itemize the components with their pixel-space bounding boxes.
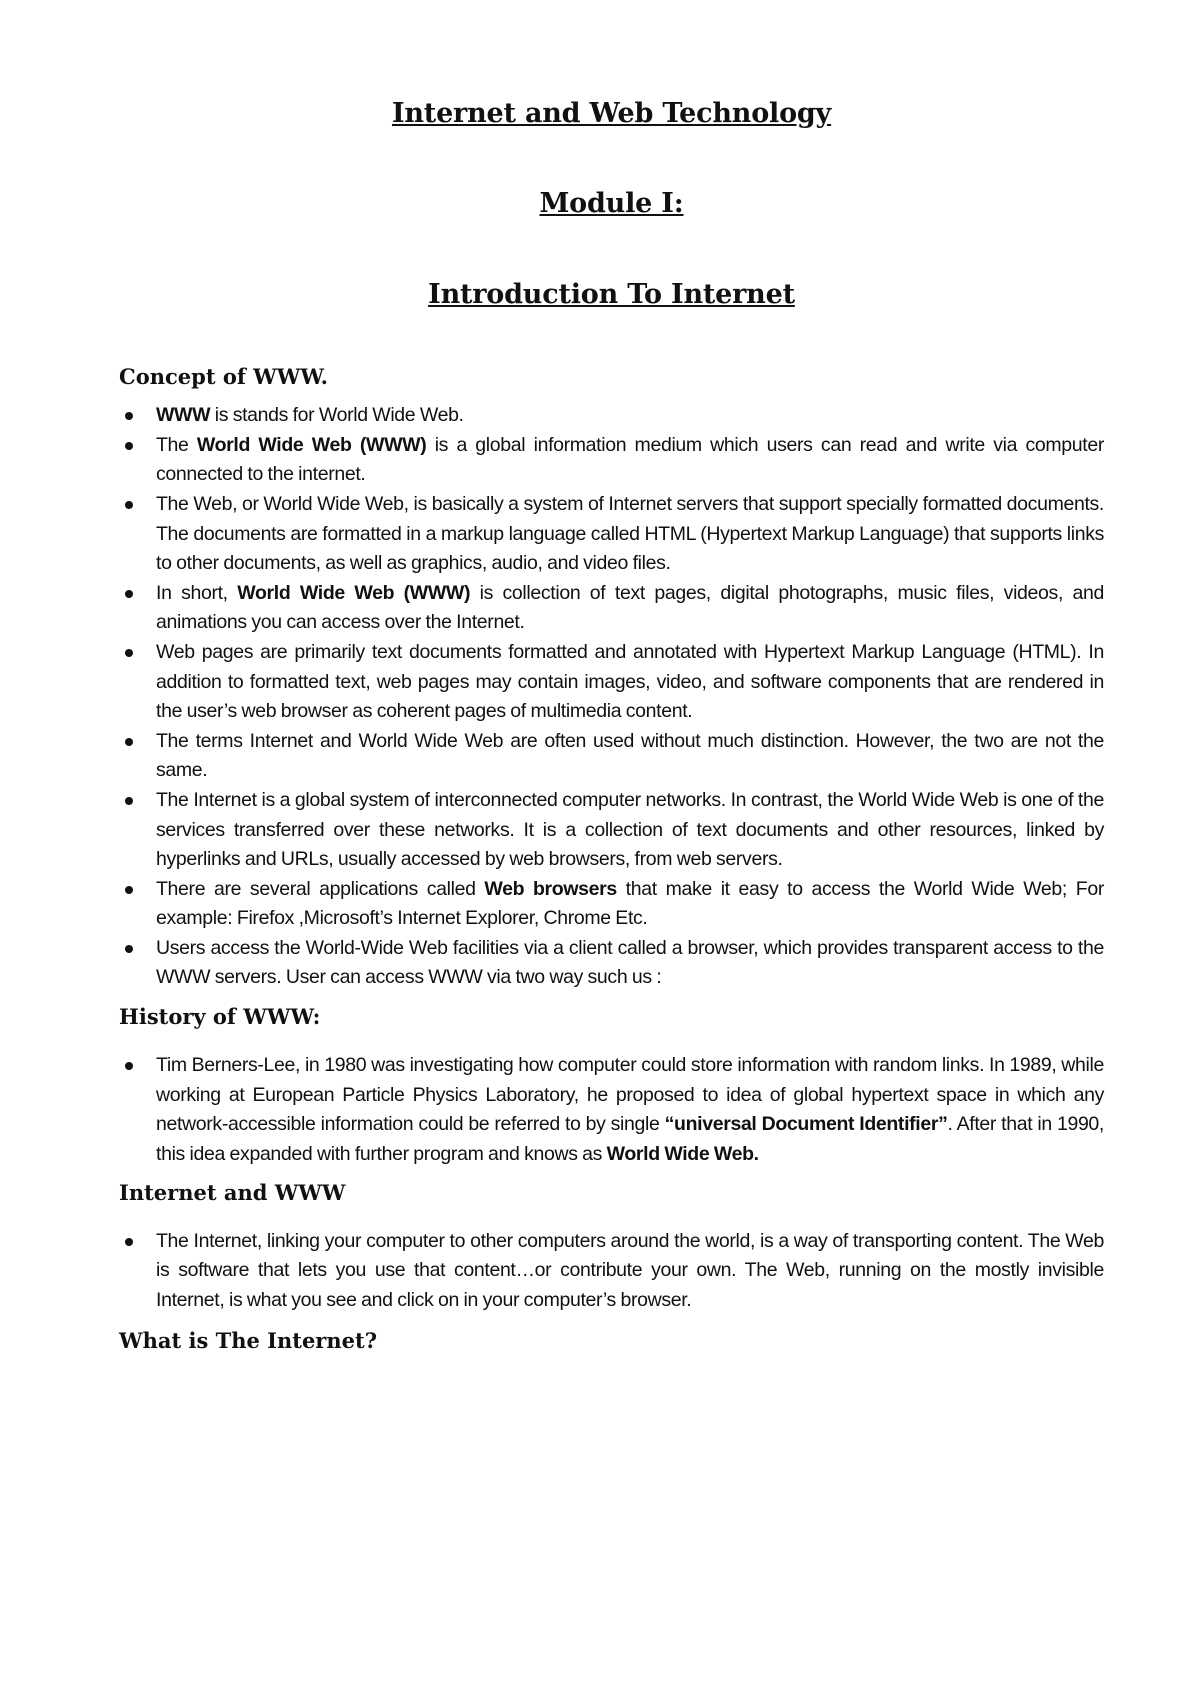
list-item: [119, 727, 1104, 786]
list-item: [119, 401, 1104, 431]
document-title: Internet and Web Technology: [391, 98, 832, 129]
list-item: [119, 875, 1104, 934]
chapter-title: Introduction To Internet: [428, 279, 795, 310]
bullet-list-concept: [119, 401, 1104, 993]
body-text: that make it easy to access the World Wide Web; For example: Firefox ,Microsoft’s Internet Explorer, Chrome Etc.: [156, 877, 1104, 930]
body-text: Users access the World-Wide Web facilities via a client called a browser, which provides transparent access to the WWW servers. User can access WWW via two way such us :: [156, 936, 1104, 989]
bullet-list-history: [119, 1051, 1104, 1169]
bold-text: World Wide Web.: [606, 1143, 759, 1166]
body-text: The Internet is a global system of interconnected computer networks. In contrast, the World Wide Web is one of the services transferred over these networks. It is a collection of text documents and other resources, linked by hyperlinks and URLs, usually accessed by web browsers, from web servers.: [156, 788, 1104, 871]
body-text: is a global information medium which users can read and write via computer connected to the internet.: [156, 433, 1104, 486]
body-text: There are several applications called: [156, 877, 485, 900]
section-heading-history: History of WWW:: [119, 1004, 321, 1030]
bold-text: World Wide Web (WWW): [196, 433, 427, 456]
bold-text: “universal Document Identifier”: [664, 1113, 948, 1136]
section-heading-what-is-internet: What is The Internet?: [119, 1327, 377, 1353]
list-item: [119, 638, 1104, 727]
body-text: . After that in 1990, this idea expanded with further program and knows as: [156, 1113, 1104, 1166]
body-text: In short,: [156, 581, 238, 604]
bullet-list-internet-www: [119, 1227, 1104, 1316]
body-text: Web pages are primarily text documents formatted and annotated with Hypertext Markup Language (HTML). In addition to formatted text, web pages may contain images, video, and software components that are rendered in the user’s web browser as coherent pages of multimedia content.: [156, 640, 1104, 723]
bold-text: Web browsers: [484, 877, 617, 900]
body-text: Tim Berners-Lee, in 1980 was investigating how computer could store information with random links. In 1989, while working at European Particle Physics Laboratory, he proposed to idea of global hypertext space in which any network-accessible information could be referred to by single: [156, 1054, 1104, 1136]
body-text: The Web, or World Wide Web, is basically a system of Internet servers that support specially formatted documents. The documents are formatted in a markup language called HTML (Hypertext Markup Language) that supports links to other documents, as well as graphics, audio, and video files.: [156, 492, 1104, 575]
list-item: [119, 1051, 1104, 1169]
list-item: [119, 490, 1104, 579]
section-heading-internet-www: Internet and WWW: [119, 1179, 346, 1205]
body-text: is stands for World Wide Web.: [210, 404, 464, 427]
list-item: [119, 431, 1104, 490]
body-text: The: [156, 433, 197, 456]
bold-text: WWW: [156, 404, 211, 427]
bold-text: World Wide Web (WWW): [237, 581, 471, 604]
list-item: [119, 1227, 1104, 1316]
list-item: [119, 934, 1104, 993]
body-text: The Internet, linking your computer to other computers around the world, is a way of transporting content. The Web is software that lets you use that content…or contribute your own. The Web, running on the mostly invisible Internet, is what you see and click on in your computer’s browser.: [156, 1229, 1104, 1311]
module-title: Module I:: [539, 188, 684, 219]
section-heading-concept: Concept of WWW.: [119, 364, 328, 389]
body-text: is collection of text pages, digital photographs, music files, videos, and animations you can access over the Internet.: [156, 581, 1105, 634]
list-item: [119, 786, 1104, 875]
body-text: The terms Internet and World Wide Web are often used without much distinction. However, the two are not the same.: [156, 729, 1104, 782]
list-item: [119, 579, 1104, 638]
